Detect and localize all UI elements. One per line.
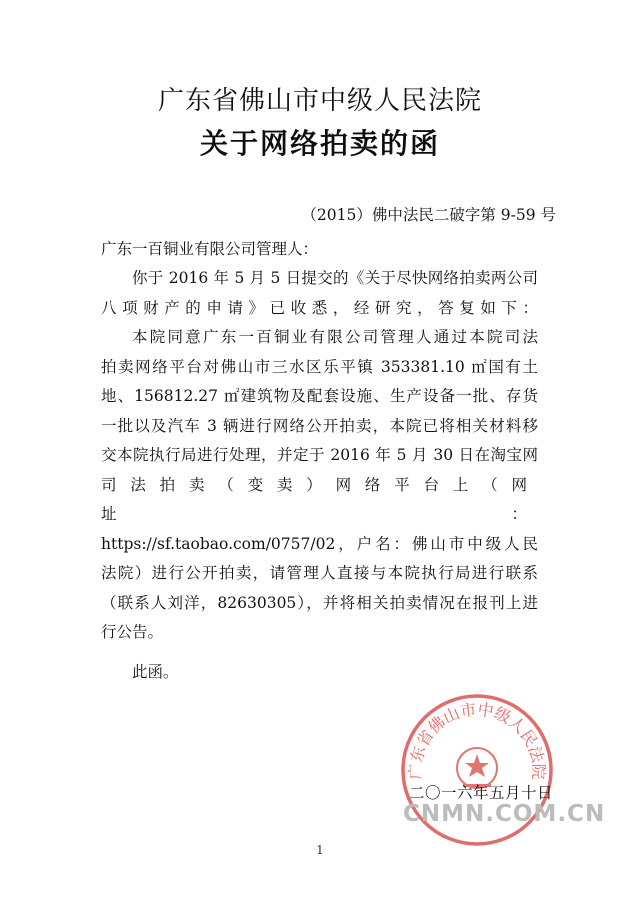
closing-remark: 此函。 [132, 662, 179, 681]
paragraph-line: 一批以及汽车 3 辆进行网络公开拍卖，本院已将相关材料移 [101, 416, 538, 435]
paragraph-line: 行公告。 [101, 623, 164, 641]
paragraph-line: 本院同意广东一百铜业有限公司管理人通过本院司法 [132, 328, 538, 346]
paragraph-line: 交本院执行局进行处理，并定于 2016 年 5 月 30 日在淘宝网 [101, 446, 538, 464]
paragraph-line: 地、156812.27 ㎡建筑物及配套设施、生产设备一批、存货 [101, 387, 538, 405]
letter-body [101, 264, 538, 687]
paragraph-line: （联系人刘洋，82630305），并将相关拍卖情况在报刊上进 [101, 593, 538, 612]
site-watermark: CNMN.COM.CN [403, 801, 606, 827]
page-number: 1 [316, 843, 324, 857]
paragraph-line: 司法拍卖（变卖）网络平台上（网址： [101, 475, 538, 523]
document-title: 关于网络拍卖的函 [199, 127, 440, 160]
paragraph-line: https://sf.taobao.com/0757/02，户名：佛山市中级人民 [101, 534, 538, 553]
document-date: 二〇一六年五月十日 [408, 784, 553, 802]
addressee: 广东一百铜业有限公司管理人： [101, 240, 319, 258]
case-number: （2015）佛中法民二破字第 9-59 号 [301, 206, 556, 224]
seal-text: 广东省佛山市中级人民法院 [405, 699, 549, 780]
paragraph-line: 法院）进行公开拍卖，请管理人直接与本院执行局进行联系 [101, 564, 538, 582]
court-name: 广东省佛山市中级人民法院 [157, 86, 482, 116]
paragraph-request-acknowledgement: 你于 2016 年 5 月 5 日提交的《关于尽快网络拍卖两公司八项财产的申请》已收悉，经研究，答复如下： [101, 269, 538, 317]
paragraph-line: 拍卖网络平台对佛山市三水区乐平镇 353381.10 ㎡国有土 [101, 357, 538, 376]
paragraph-auction-decision [101, 323, 538, 648]
